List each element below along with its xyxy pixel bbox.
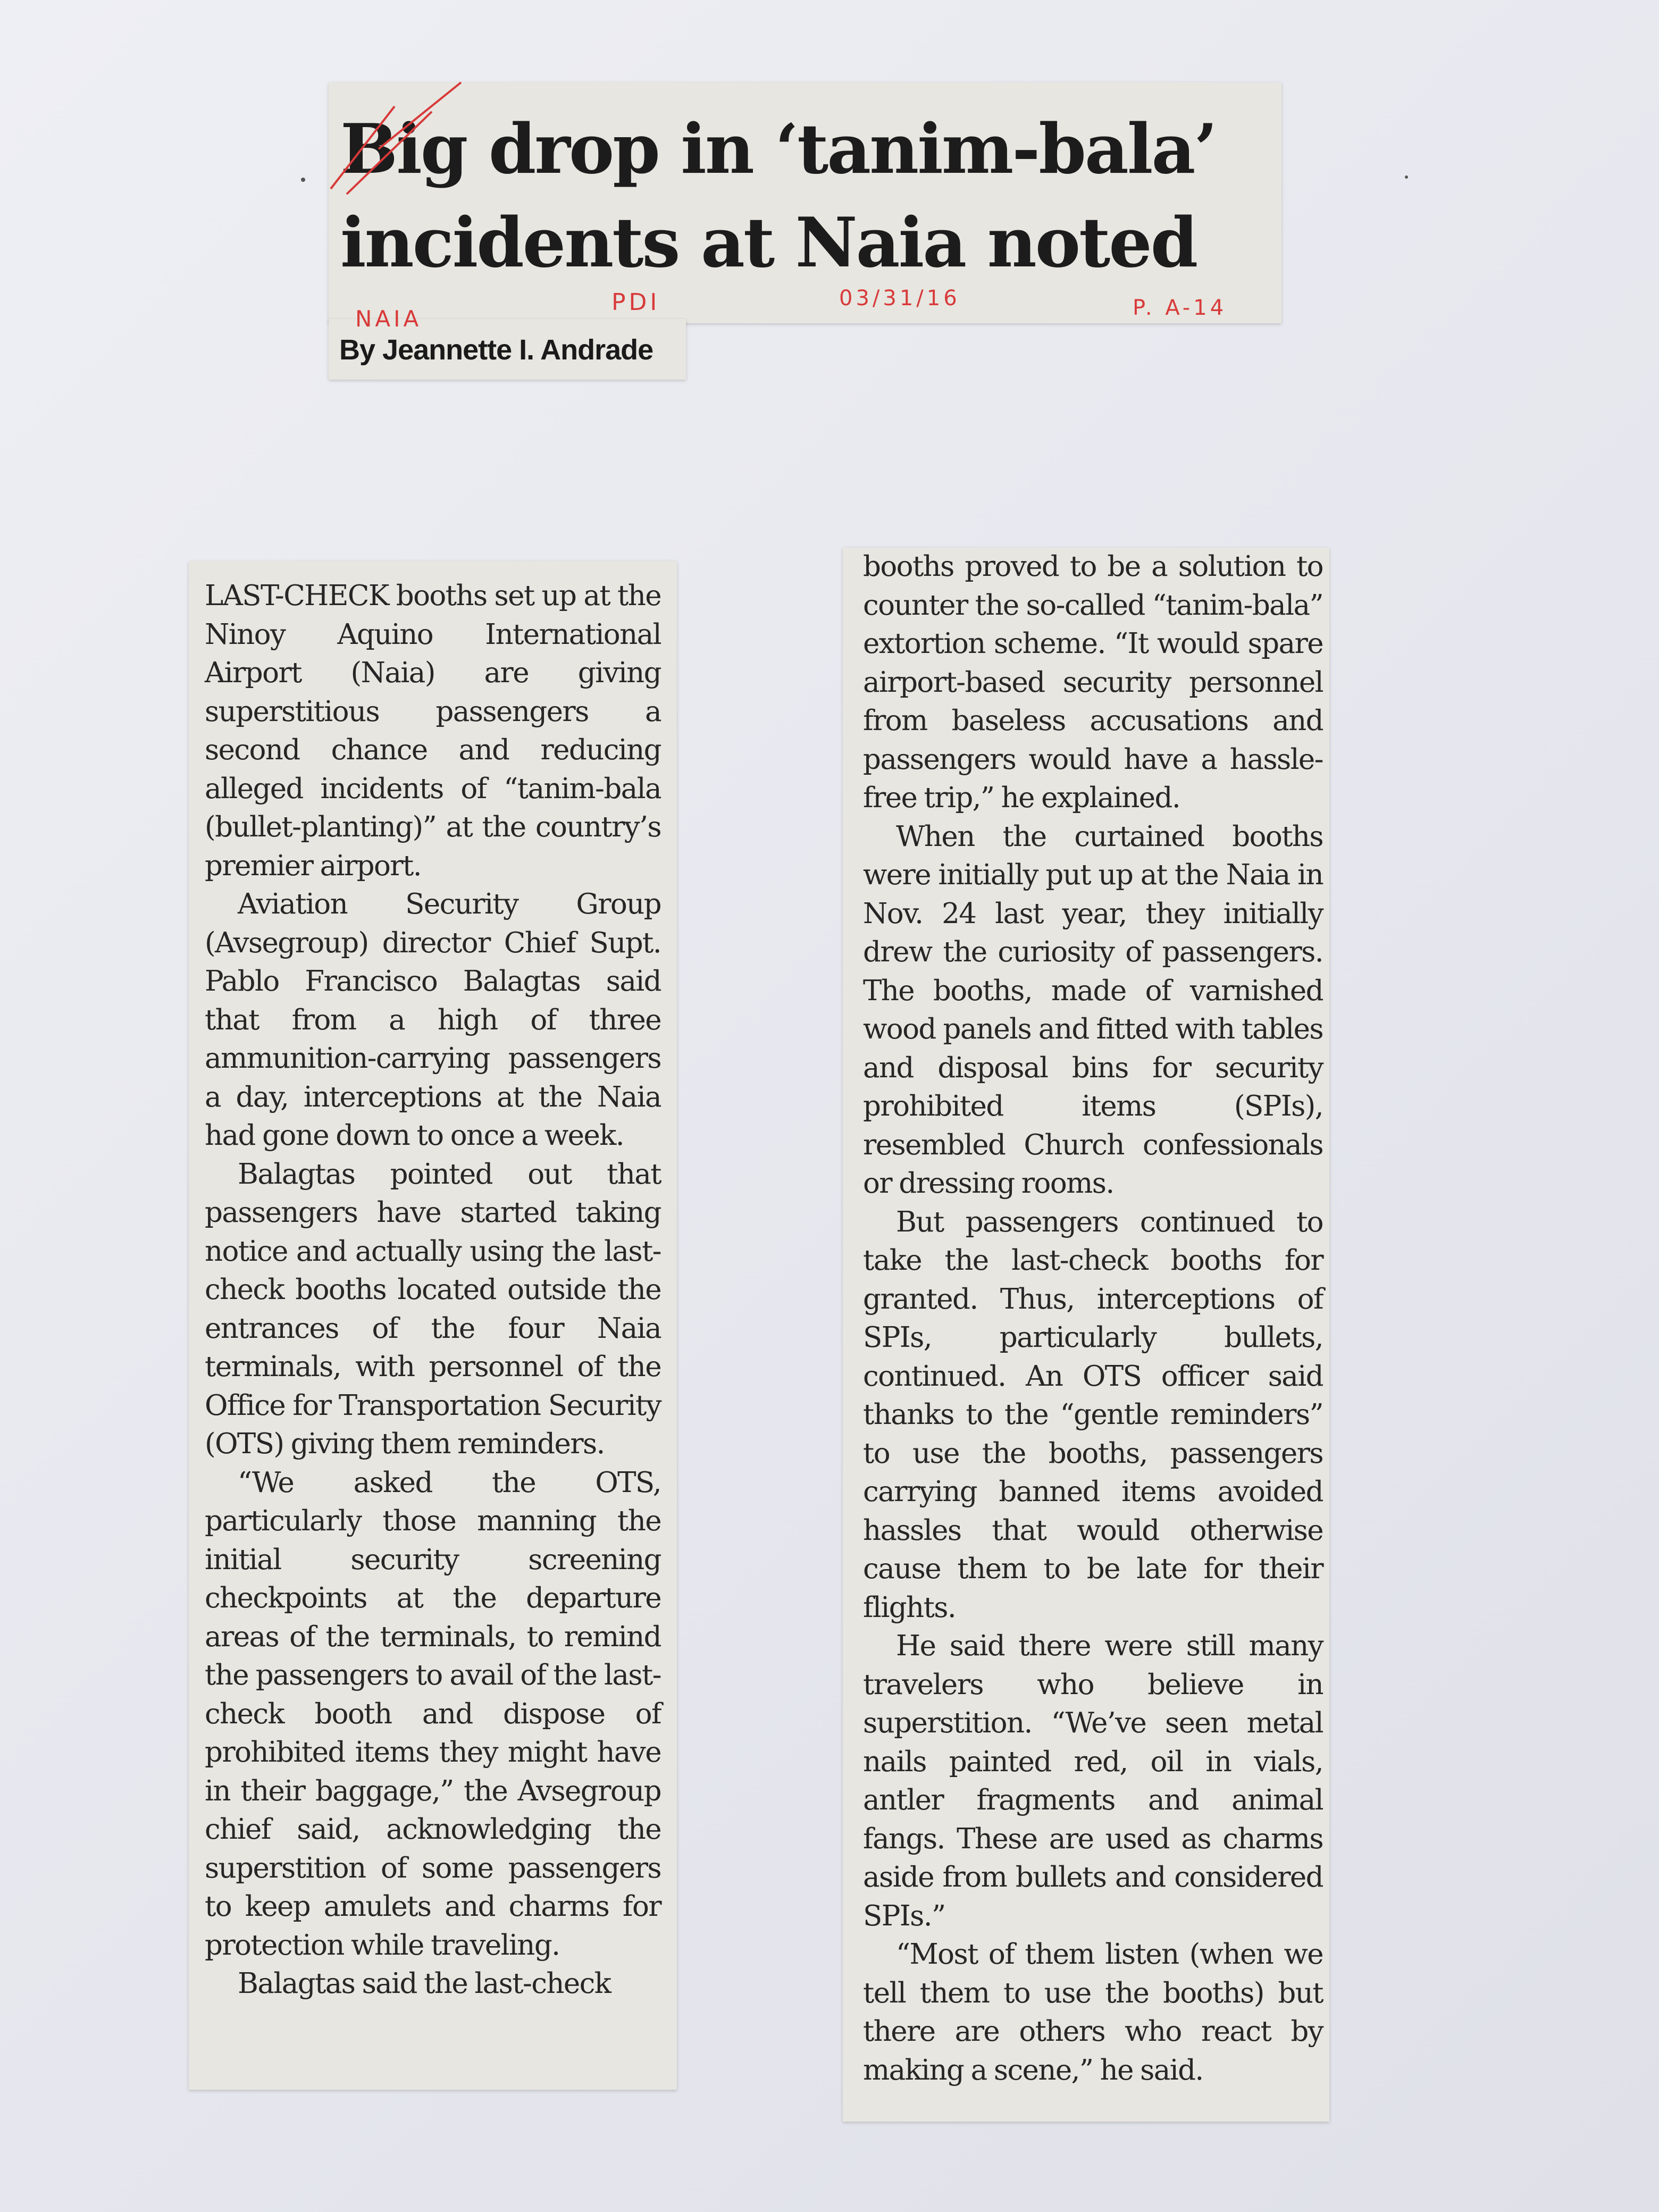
headline <box>340 103 1216 290</box>
handwritten-paper-note: PDI <box>611 289 660 316</box>
paragraph: When the curtained booths were initially put up at the Naia in Nov. 24 last year, they initially drew the curiosity of passengers. The booths, made of varnished wood panels and fitted with tables and disposal bins for security prohibited items (SPIs), resembled Church confessionals or dressing rooms. <box>863 820 1323 1200</box>
paragraph: “We asked the OTS, particularly those manning the initial security screening checkpoints at the departure areas of the terminals, to remind the passengers to avail of the last-check booth and dispose of prohibited items they might have in their baggage,” the Avsegroup chief said, acknowledging the superstition of some passengers to keep amulets and charms for protection while traveling. <box>205 1466 661 1962</box>
paragraph: Balagtas said the last-check <box>238 1967 611 2000</box>
paragraph: But passengers continued to take the last-check booths for granted. Thus, interceptions of SPIs, particularly bullets, continued. An OTS officer said thanks to the “gentle reminders” to use the booths, passengers carrying banned items avoided hassles that would otherwise cause them to be late for their flights. <box>863 1205 1323 1624</box>
paragraph: LAST-CHECK booths set up at the Ninoy Aquino International Airport (Naia) are giving superstitious passengers a second chance and reducing alleged incidents of “tanim-bala (bullet-planting)” at the country’s premier airport. <box>205 580 661 882</box>
paragraph: Aviation Security Group (Avsegroup) director Chief Supt. Pablo Francisco Balagtas said that from a high of three ammunition-carrying passengers a day, interceptions at the Naia had gone down to once a week. <box>205 888 661 1152</box>
headline-clipping <box>329 82 1281 323</box>
paragraph: He said there were still many travelers who believe in superstition. “We’ve seen metal nails painted red, oil in vials, antler fragments and animal fangs. These are used as charms aside from bullets and considered SPIs.” <box>863 1630 1323 1932</box>
byline: By Jeannette I. Andrade <box>339 334 653 366</box>
paragraph: “Most of them listen (when we tell them to use the booths) but there are others who react by making a scene,” he said. <box>863 1938 1323 2087</box>
handwritten-page-note: P. A-14 <box>1133 296 1227 320</box>
headline-line-2: incidents at Naia noted <box>340 203 1197 283</box>
paper-speck <box>1405 175 1408 179</box>
red-strike-mark <box>325 74 464 197</box>
paragraph: Balagtas pointed out that passengers have started taking notice and actually using the last-check booths located outside the entrances of the four Naia terminals, with personnel of the Office for Transportation Security (OTS) giving them reminders. <box>205 1158 661 1460</box>
handwritten-section-note: NAIA <box>355 306 422 332</box>
paragraph: booths proved to be a solution to counter the so-called “tanim-bala” extortion scheme. “It would spare airport-based security personnel from baseless accusations and passengers would have a hassle-free trip,” he explained. <box>863 550 1323 814</box>
article-column-right <box>843 548 1329 2122</box>
paper-speck <box>301 178 305 182</box>
handwritten-date-note: 03/31/16 <box>839 286 960 311</box>
headline-line-1: Big drop in ‘tanim-bala’ <box>340 110 1216 189</box>
article-column-left <box>189 561 677 2090</box>
